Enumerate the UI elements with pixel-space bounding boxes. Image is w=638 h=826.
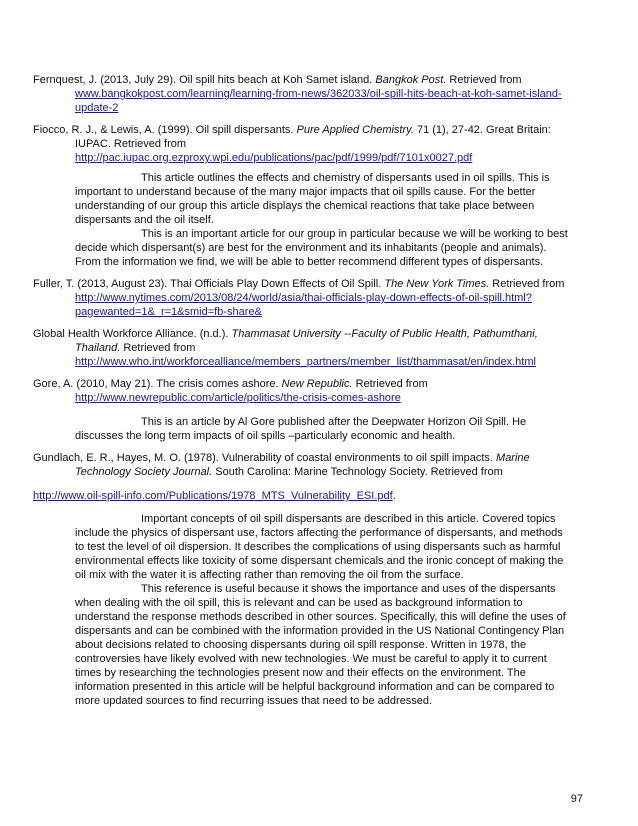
reference-link[interactable]: www.bangkokpost.com/learning/learning-from-news/362033/oil-spill-hits-beach-at-koh-samet-island-update-2	[75, 88, 562, 114]
source-title: Thammasat University --Faculty of Public Health, Pathumthani, Thailand.	[75, 328, 538, 354]
reference-entry-fernquest	[33, 73, 573, 115]
annotation-paragraph: This reference is useful because it shows the importance and uses of the dispersants when dealing with the oil spill, this is relevant and can be used as background information to understand the response methods described in other sources. Specifically, this will define the uses of dispersants and can be combined with the information provided in the US National Contingency Plan about decisions related to choosing dispersants during oil spill response. Written in 1978, the controversies have likely evolved with new technologies. We must be careful to apply it to current times by researching the technologies present now and their effects on the environment. The information presented in this article will be helpful background information and can be compared to more updated sources to find recurring issues that need to be addressed.	[75, 583, 566, 707]
reference-entry-gundlach	[33, 451, 573, 708]
citation-text: Fiocco, R. J., & Lewis, A. (1999). Oil spill dispersants.	[33, 124, 294, 136]
citation-details: Retrieved from	[489, 278, 565, 290]
annotation	[75, 415, 573, 443]
spacer	[75, 479, 573, 489]
source-title: Bangkok Post.	[375, 74, 447, 86]
citation-details: South Carolina: Marine Technology Society. Retrieved from	[212, 466, 503, 478]
citation-details: Retrieved from	[120, 342, 196, 354]
annotation-paragraph: This article outlines the effects and chemistry of dispersants used in oil spills. This is important to understand because of the many major impacts that oil spills cause. For the better understanding of our group this article displays the chemical reactions that take place between dispersants and the oil itself.	[75, 172, 550, 226]
source-title: New Republic.	[281, 378, 353, 390]
citation-text: Fernquest, J. (2013, July 29). Oil spill hits beach at Koh Samet island.	[33, 74, 373, 86]
citation-text: Fuller, T. (2013, August 23). Thai Officials Play Down Effects of Oil Spill.	[33, 278, 382, 290]
reference-link[interactable]: http://www.nytimes.com/2013/08/24/world/asia/thai-officials-play-down-effects-of-oil-spill.html?pagewanted=1&_r=1&smid=fb-share&	[75, 292, 532, 318]
annotation	[75, 512, 573, 708]
annotation-paragraph: Important concepts of oil spill dispersants are described in this article. Covered topics include the physics of dispersant use, factors affecting the performance of dispersants, and methods to test the level of oil dispersion. It describes the complications of using dispersants such as harmful environmental effects like toxicity of some dispersant chemicals and the ironic concept of making the oil mix with the water it is affecting rather than removing the oil from the surface.	[75, 513, 564, 581]
reference-entry-fiocco	[33, 123, 573, 269]
citation-text: Gore, A. (2010, May 21). The crisis comes ashore.	[33, 378, 279, 390]
citation-text: Global Health Workforce Alliance. (n.d.).	[33, 328, 229, 340]
annotation-paragraph: This is an article by Al Gore published after the Deepwater Horizon Oil Spill. He discusses the long term impacts of oil spills –particularly economic and health.	[75, 416, 527, 442]
reference-entry-fuller	[33, 277, 573, 319]
link-suffix: .	[392, 490, 396, 502]
citation-details: 71 (1), 27-42. Great Britain: IUPAC. Retrieved from	[75, 124, 551, 150]
reference-link[interactable]: http://pac.iupac.org.ezproxy.wpi.edu/publications/pac/pdf/1999/pdf/7101x0027.pdf	[75, 152, 473, 164]
source-title: Marine Technology Society Journal.	[75, 452, 530, 478]
reference-link[interactable]: http://www.newrepublic.com/article/politics/the-crisis-comes-ashore	[75, 392, 401, 404]
annotation	[75, 171, 573, 269]
source-title: Pure Applied Chemistry.	[296, 124, 414, 136]
retrieved-text: Retrieved from	[449, 74, 522, 86]
reference-entry-gore	[33, 377, 573, 443]
reference-entry-global-health	[33, 327, 573, 369]
page-number: 97	[570, 793, 583, 805]
reference-link[interactable]: http://www.who.int/workforcealliance/members_partners/member_list/thammasat/en/index.html	[75, 356, 536, 368]
citation-details: Retrieved from	[352, 378, 428, 390]
citation-text: Gundlach, E. R., Hayes, M. O. (1978). Vulnerability of coastal environments to oil spill impacts.	[33, 452, 493, 464]
reference-link[interactable]: http://www.oil-spill-info.com/Publications/1978_MTS_Vulnerability_ESI.pdf	[33, 490, 393, 502]
reference-list	[33, 73, 573, 716]
annotation-paragraph: This is an important article for our group in particular because we will be working to best decide which dispersant(s) are best for the environment and its inhabitants (people and animals). From the information we find, we will be able to better recommend different types of dispersants.	[75, 228, 568, 268]
source-title: The New York Times.	[384, 278, 490, 290]
